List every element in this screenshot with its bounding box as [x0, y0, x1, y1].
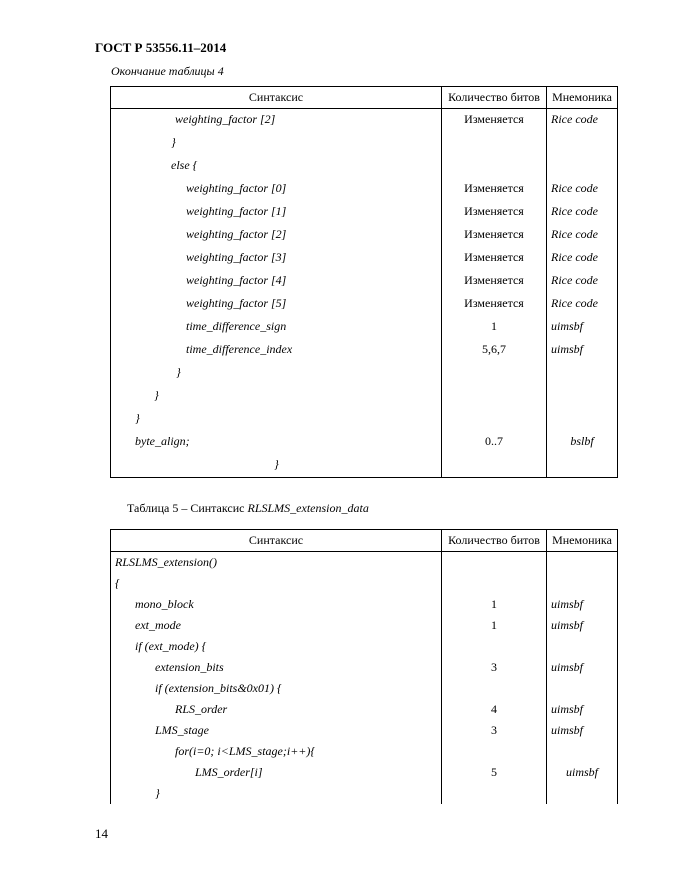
mnemonic-cell — [547, 741, 618, 762]
mnemonic-cell — [547, 408, 618, 431]
mnemonic-cell: Rice code — [547, 224, 618, 247]
syntax-cell: time_difference_index — [111, 339, 442, 362]
mnemonic-cell: Rice code — [547, 178, 618, 201]
table-row — [111, 699, 618, 720]
syntax-cell: LMS_order[i] — [111, 762, 442, 783]
mnemonic-cell: Rice code — [547, 293, 618, 316]
table-row — [111, 720, 618, 741]
table-row — [111, 636, 618, 657]
table-row — [111, 615, 618, 636]
table-row — [111, 431, 618, 454]
mnemonic-cell — [547, 454, 618, 478]
syntax-cell: weighting_factor [2] — [111, 109, 442, 133]
table-row — [111, 741, 618, 762]
bits-cell: 1 — [442, 615, 547, 636]
table-row — [111, 552, 618, 574]
mnemonic-cell — [547, 362, 618, 385]
mnemonic-cell: Rice code — [547, 247, 618, 270]
table-row — [111, 762, 618, 783]
bits-cell — [442, 408, 547, 431]
mnemonic-cell: uimsbf — [547, 762, 618, 783]
bits-cell — [442, 385, 547, 408]
table-row — [111, 201, 618, 224]
table-row — [111, 594, 618, 615]
syntax-cell: weighting_factor [4] — [111, 270, 442, 293]
column-header-syntax: Синтаксис — [111, 530, 442, 552]
mnemonic-cell — [547, 132, 618, 155]
mnemonic-cell — [547, 155, 618, 178]
table-row — [111, 783, 618, 804]
syntax-cell: if (extension_bits&0x01) { — [111, 678, 442, 699]
syntax-cell: ext_mode — [111, 615, 442, 636]
bits-cell — [442, 454, 547, 478]
table-header-row — [111, 530, 618, 552]
table-row — [111, 362, 618, 385]
bits-cell — [442, 155, 547, 178]
mnemonic-cell — [547, 783, 618, 804]
bits-cell: 4 — [442, 699, 547, 720]
bits-cell: Изменяется — [442, 293, 547, 316]
bits-cell: 1 — [442, 316, 547, 339]
table-row — [111, 339, 618, 362]
syntax-cell: extension_bits — [111, 657, 442, 678]
bits-cell: Изменяется — [442, 270, 547, 293]
mnemonic-cell — [547, 552, 618, 574]
syntax-cell: weighting_factor [3] — [111, 247, 442, 270]
syntax-cell: RLS_order — [111, 699, 442, 720]
table5-caption-prefix: Таблица 5 – Синтаксис — [127, 501, 248, 515]
mnemonic-cell — [547, 385, 618, 408]
mnemonic-cell: Rice code — [547, 201, 618, 224]
bits-cell — [442, 678, 547, 699]
mnemonic-cell: uimsbf — [547, 615, 618, 636]
table-header-row — [111, 87, 618, 109]
document-header: ГОСТ Р 53556.11–2014 — [95, 40, 227, 55]
table-row — [111, 678, 618, 699]
syntax-cell: weighting_factor [5] — [111, 293, 442, 316]
syntax-cell: } — [111, 454, 442, 478]
mnemonic-cell: Rice code — [547, 270, 618, 293]
mnemonic-cell: bslbf — [547, 431, 618, 454]
table-row — [111, 270, 618, 293]
table-row — [111, 408, 618, 431]
syntax-cell: } — [111, 362, 442, 385]
column-header-mnemonic: Мнемоника — [547, 530, 618, 552]
syntax-cell: { — [111, 573, 442, 594]
syntax-table-4 — [110, 86, 618, 478]
bits-cell: 3 — [442, 657, 547, 678]
bits-cell: 5 — [442, 762, 547, 783]
table-row — [111, 109, 618, 133]
bits-cell: 3 — [442, 720, 547, 741]
bits-cell — [442, 783, 547, 804]
column-header-syntax: Синтаксис — [111, 87, 442, 109]
syntax-cell: else { — [111, 155, 442, 178]
table4-caption: Окончание таблицы 4 — [111, 64, 224, 78]
mnemonic-cell: Rice code — [547, 109, 618, 133]
mnemonic-cell: uimsbf — [547, 316, 618, 339]
column-header-bits: Количество битов — [442, 87, 547, 109]
mnemonic-cell: uimsbf — [547, 699, 618, 720]
bits-cell: Изменяется — [442, 247, 547, 270]
syntax-cell: weighting_factor [1] — [111, 201, 442, 224]
syntax-cell: LMS_stage — [111, 720, 442, 741]
table-row — [111, 132, 618, 155]
table5-caption-name: RLSLMS_extension_data — [247, 501, 369, 515]
table-row — [111, 178, 618, 201]
mnemonic-cell — [547, 573, 618, 594]
mnemonic-cell: uimsbf — [547, 720, 618, 741]
column-header-mnemonic: Мнемоника — [547, 87, 618, 109]
table-row — [111, 247, 618, 270]
table-row — [111, 224, 618, 247]
syntax-cell: weighting_factor [2] — [111, 224, 442, 247]
mnemonic-cell: uimsbf — [547, 339, 618, 362]
table-row — [111, 454, 618, 478]
table-row — [111, 293, 618, 316]
syntax-cell: } — [111, 408, 442, 431]
bits-cell: Изменяется — [442, 109, 547, 133]
bits-cell: Изменяется — [442, 178, 547, 201]
syntax-cell: if (ext_mode) { — [111, 636, 442, 657]
mnemonic-cell: uimsbf — [547, 594, 618, 615]
syntax-cell: RLSLMS_extension() — [111, 552, 442, 574]
bits-cell: 1 — [442, 594, 547, 615]
table-row — [111, 573, 618, 594]
bits-cell — [442, 362, 547, 385]
bits-cell: Изменяется — [442, 224, 547, 247]
syntax-cell: for(i=0; i<LMS_stage;i++){ — [111, 741, 442, 762]
mnemonic-cell — [547, 678, 618, 699]
bits-cell — [442, 552, 547, 574]
bits-cell: Изменяется — [442, 201, 547, 224]
bits-cell — [442, 741, 547, 762]
syntax-cell: mono_block — [111, 594, 442, 615]
bits-cell — [442, 573, 547, 594]
syntax-cell: time_difference_sign — [111, 316, 442, 339]
syntax-cell: byte_align; — [111, 431, 442, 454]
bits-cell: 0..7 — [442, 431, 547, 454]
syntax-cell: weighting_factor [0] — [111, 178, 442, 201]
mnemonic-cell — [547, 636, 618, 657]
syntax-cell: } — [111, 132, 442, 155]
bits-cell — [442, 132, 547, 155]
table-row — [111, 155, 618, 178]
page-number: 14 — [95, 826, 108, 841]
bits-cell: 5,6,7 — [442, 339, 547, 362]
column-header-bits: Количество битов — [442, 530, 547, 552]
syntax-table-5 — [110, 529, 618, 804]
table-row — [111, 385, 618, 408]
table-row — [111, 316, 618, 339]
table5-caption — [127, 501, 369, 516]
mnemonic-cell: uimsbf — [547, 657, 618, 678]
bits-cell — [442, 636, 547, 657]
syntax-cell: } — [111, 385, 442, 408]
table-row — [111, 657, 618, 678]
syntax-cell: } — [111, 783, 442, 804]
